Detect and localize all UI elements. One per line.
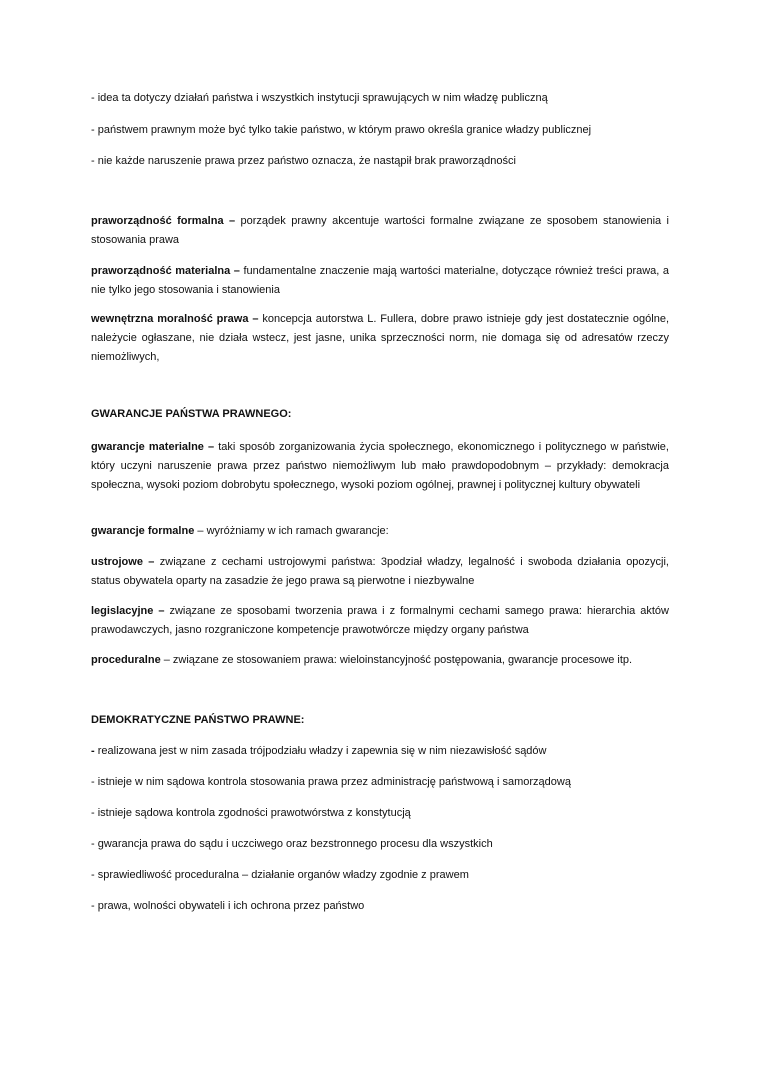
definition-text: fundamentalne znaczenie mają wartości materialne, dotyczące również treści prawa, a nie tylko jego stosowania i stanowienia: [91, 265, 669, 296]
guarantee-term: gwarancje formalne: [91, 525, 195, 537]
definition-dash: –: [230, 265, 244, 277]
democratic-bullet: - gwarancja prawa do sądu i uczciwego oraz bezstronnego procesu dla wszystkich: [91, 838, 493, 850]
guarantee-text: związane z cechami ustrojowymi państwa: 3podział władzy, legalność i swoboda działania opozycji, status obywatela oparty na zasadzie że jego prawa są pierwotne i niezbywalne: [91, 556, 669, 587]
guarantee-term: gwarancje materialne: [91, 441, 204, 453]
definition-text: porządek prawny akcentuje wartości formalne związane ze sposobem stanowienia i stosowania prawa: [91, 215, 669, 246]
definition-formal: [91, 212, 669, 250]
guarantee-legislative: [91, 602, 669, 640]
guarantee-dash: –: [160, 654, 173, 666]
guarantee-text: związane ze sposobami tworzenia prawa i z formalnymi cechami samego prawa: hierarchia aktów prawodawczych, jasno rozgraniczone kompetencje prawotwórcze między organy państwa: [91, 605, 669, 636]
definition-dash: –: [223, 215, 241, 227]
democratic-bullet: - istnieje sądowa kontrola zgodności prawotwórstwa z konstytucją: [91, 807, 411, 819]
definition-inner-morality: [91, 310, 669, 367]
guarantee-dash: –: [153, 605, 170, 617]
bullet-text: realizowana jest w nim zasada trójpodziału władzy i zapewnia się w nim niezawisłość sądów: [94, 745, 547, 757]
intro-bullet: - nie każde naruszenie prawa przez państwo oznacza, że nastąpił brak praworządności: [91, 155, 516, 167]
guarantee-text: związane ze stosowaniem prawa: wieloinstancyjność postępowania, gwarancje procesowe itp.: [172, 654, 633, 666]
definition-material: [91, 262, 669, 300]
intro-bullet: - idea ta dotyczy działań państwa i wszystkich instytucji sprawujących w nim władzę publiczną: [91, 92, 548, 104]
intro-bullet: - państwem prawnym może być tylko takie państwo, w którym prawo określa granice władzy publicznej: [91, 124, 592, 136]
guarantee-term: proceduralne: [91, 654, 161, 666]
democratic-bullet: [91, 742, 669, 761]
definition-term: wewnętrzna moralność prawa: [91, 313, 249, 325]
section-heading-guarantees: GWARANCJE PAŃSTWA PRAWNEGO:: [91, 408, 292, 420]
guarantee-dash: –: [203, 441, 219, 453]
democratic-bullet: - sprawiedliwość proceduralna – działanie organów władzy zgodnie z prawem: [91, 869, 469, 881]
democratic-bullet: - prawa, wolności obywateli i ich ochrona przez państwo: [91, 900, 365, 912]
guarantee-text: taki sposób zorganizowania życia społecznego, ekonomicznego i politycznego w państwie, który uczyni naruszenie prawa przez państwo niemożliwym lub mało prawdopodobnym – przykłady: demokracja społeczna, wysoki poziom dobrobytu społecznego, wysoki poziom ogólnej, prawnej i politycznej kultury obywateli: [91, 441, 669, 491]
guarantee-material: [91, 438, 669, 495]
guarantee-text: wyróżniamy w ich ramach gwarancje:: [206, 525, 389, 537]
guarantee-formal: [91, 522, 669, 541]
bullet-dash: -: [91, 745, 95, 757]
guarantee-dash: –: [142, 556, 160, 568]
section-heading-democratic: DEMOKRATYCZNE PAŃSTWO PRAWNE:: [91, 714, 305, 726]
democratic-bullet: - istnieje w nim sądowa kontrola stosowania prawa przez administrację państwową i samorządową: [91, 776, 571, 788]
guarantee-dash: –: [194, 525, 207, 537]
definition-term: praworządność materialna: [91, 265, 231, 277]
guarantee-procedural: [91, 651, 669, 670]
definition-dash: –: [248, 313, 263, 325]
definition-term: praworządność formalna: [91, 215, 224, 227]
guarantee-constitutional: [91, 553, 669, 591]
guarantee-term: ustrojowe: [91, 556, 143, 568]
definition-text: koncepcja autorstwa L. Fullera, dobre prawo istnieje gdy jest dostatecznie ogólne, należycie ogłaszane, nie działa wstecz, jest jasne, unika sprzeczności norm, nie domaga się od adresatów rzeczy niemożliwych,: [91, 313, 669, 363]
guarantee-term: legislacyjne: [91, 605, 154, 617]
